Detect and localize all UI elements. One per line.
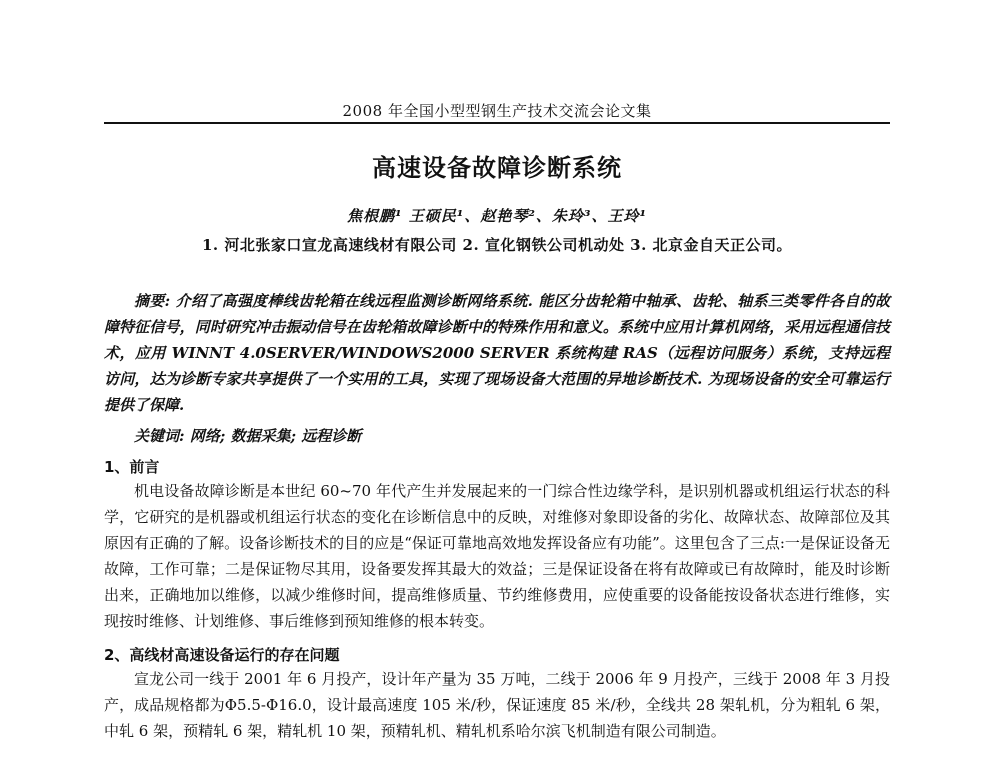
abstract: 摘要: 介绍了高强度棒线齿轮箱在线远程监测诊断网络系统. 能区分齿轮箱中轴承、齿轮、轴系三类零件各自的故障特征信号，同时研究冲击振动信号在齿轮箱故障诊断中的特殊作用和意义。系统中应用计算机网络，采用远程通信技术，应用 WINNT 4.0SERVER/WINDOWS2000 SERVER 系统构建 RAS（远程访问服务）系统，支持远程访问，达为诊断专家共享提供了一个实用的工具，实现了现场设备大范围的异地诊断技术. 为现场设备的安全可靠运行提供了保障.: [104, 292, 890, 414]
section-text-intro: 机电设备故障诊断是本世纪 60~70 年代产生并发展起来的一门综合性边缘学科，是识别机器或机组运行状态的科学，它研究的是机器或机组运行状态的变化在诊断信息中的反映，对维修对象即设备的劣化、故障状态、故障部位及其原因有正确的了解。设备诊断技术的目的应是“保证可靠地高效地发挥设备应有功能”。这里包含了三点:一是保证设备无故障，工作可靠；二是保证物尽其用，设备要发挥其最大的效益；三是保证设备在将有故障或已有故障时，能及时诊断出来，正确地加以维修，以减少维修时间，提高维修质量、节约维修费用，应使重要的设备能按设备状态进行维修，实现按时维修、计划维修、事后维修到预知维修的根本转变。: [104, 482, 890, 630]
section-heading-intro: 1、前言: [104, 458, 160, 476]
affiliations: 1. 河北张家口宣龙高速线材有限公司 2. 宣化钢铁公司机动处 3. 北京金自天正公司。: [201, 236, 793, 254]
section-heading-problems: 2、高线材高速设备运行的存在问题: [104, 646, 340, 664]
header-rule: [104, 122, 890, 124]
running-head: 2008 年全国小型型钢生产技术交流会论文集: [342, 102, 652, 120]
keywords: 关键词: 网络; 数据采集; 远程诊断: [134, 427, 362, 445]
paper-title: 高速设备故障诊断系统: [372, 153, 622, 182]
section-text-problems: 宣龙公司一线于 2001 年 6 月投产，设计年产量为 35 万吨，二线于 2006 年 9 月投产，三线于 2008 年 3 月投产，成品规格都为Φ5.5-Φ16.0，设计最高速度 105 米/秒，保证速度 85 米/秒，全线共 28 架轧机，分为粗轧 6 架，中轧 6 架，预精轧 6 架，精轧机 10 架，预精轧机、精轧机系哈尔滨飞机制造有限公司制造。: [104, 670, 890, 740]
author-list: 焦根鹏¹ 王硕民¹、赵艳琴²、朱玲³、王玲¹: [346, 207, 648, 225]
